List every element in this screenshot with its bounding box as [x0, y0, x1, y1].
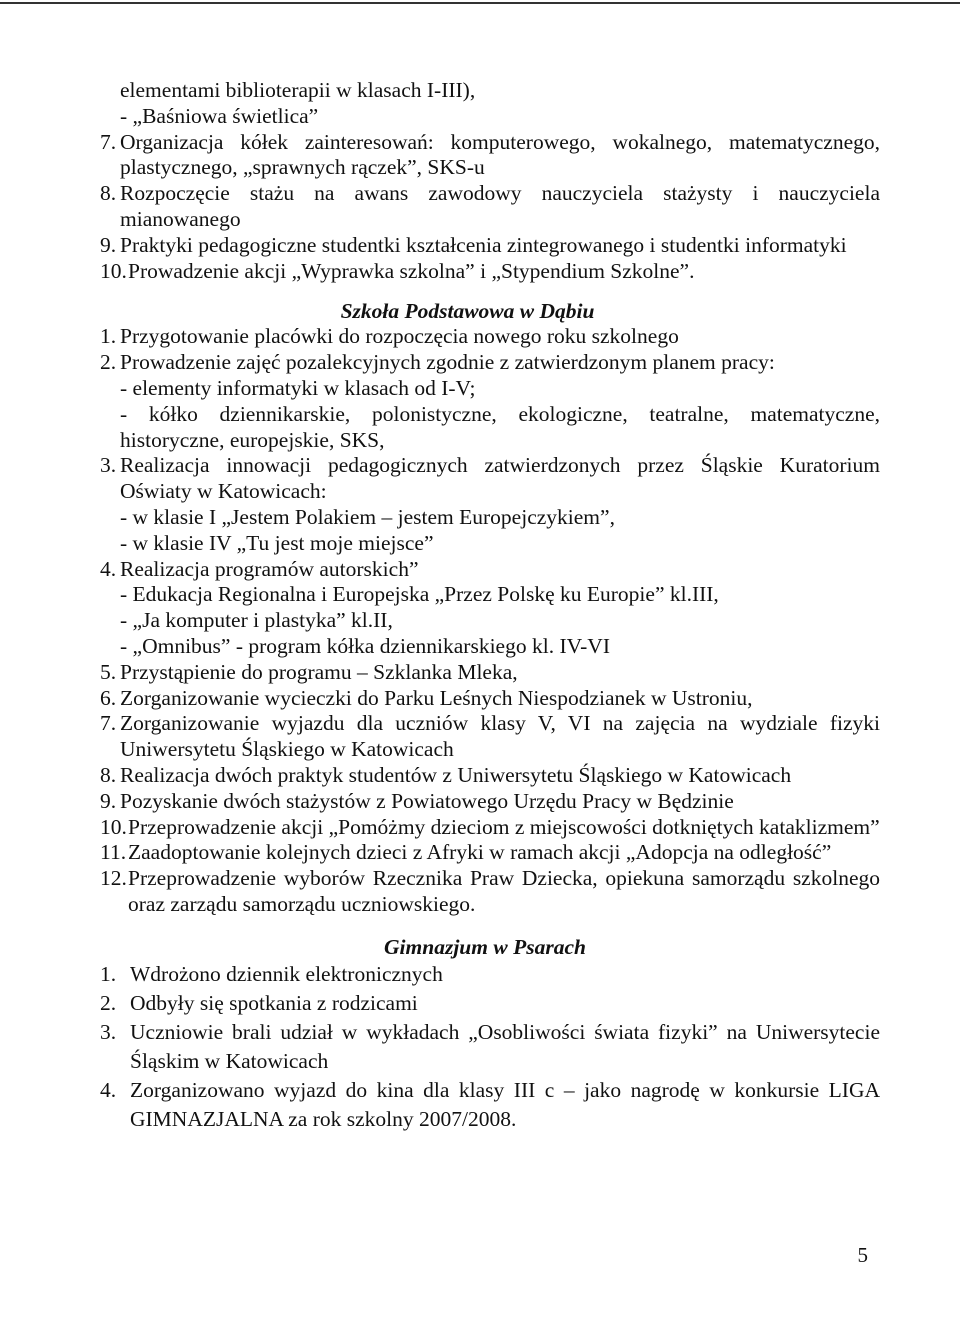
list-subitem: - „Ja komputer i plastyka” kl.II,: [120, 608, 393, 633]
list-item: 12. Przeprowadzenie wyborów Rzecznika Praw Dziecka, opiekuna samorządu szkolnego oraz zarządu samorządu uczniowskiego.: [100, 866, 880, 916]
scan-top-border: [0, 2, 960, 4]
section-heading-psary: Gimnazjum w Psarach: [384, 934, 586, 959]
document-page: [100, 78, 880, 1134]
list-item: 8. Rozpoczęcie stażu na awans zawodowy nauczyciela stażysty i nauczyciela mianowanego: [100, 181, 880, 231]
list-item: 3. Uczniowie brali udział w wykładach „Osobliwości świata fizyki” na Uniwersytecie Śląskim w Katowicach: [100, 1019, 880, 1073]
list-subitem: - w klasie I „Jestem Polakiem – jestem Europejczykiem”,: [120, 504, 615, 529]
list-item: 11. Zaadoptowanie kolejnych dzieci z Afryki w ramach akcji „Adopcja na odległość”: [100, 840, 832, 865]
section-psary-list: [100, 960, 880, 1134]
list-item: 1. Przygotowanie placówki do rozpoczęcia nowego roku szkolnego: [100, 324, 679, 349]
list-item: 4. Realizacja programów autorskich”: [100, 556, 419, 581]
list-item: 8. Realizacja dwóch praktyk studentów z Uniwersytetu Śląskiego w Katowicach: [100, 762, 792, 787]
continuation-line: elementami biblioterapii w klasach I-III),: [120, 78, 476, 102]
list-item: 7. Organizacja kółek zainteresowań: komputerowego, wokalnego, matematycznego, plastycznego, „sprawnych rączek”, SKS-u: [100, 129, 880, 180]
list-subitem: - w klasie IV „Tu jest moje miejsce”: [120, 530, 434, 555]
list-subitem: - Edukacja Regionalna i Europejska „Przez Polskę ku Europie” kl.III,: [120, 582, 719, 607]
list-item: 9. Pozyskanie dwóch stażystów z Powiatowego Urzędu Pracy w Będzinie: [100, 788, 734, 813]
list-item: 3. Realizacja innowacji pedagogicznych zatwierdzonych przez Śląskie Kuratorium Oświaty w Katowicach:: [100, 453, 880, 504]
section-dabie-list: [100, 324, 880, 917]
list-item: 9. Praktyki pedagogiczne studentki kształcenia zintegrowanego i studentki informatyki: [100, 232, 847, 257]
list-item: 10. Przeprowadzenie akcji „Pomóżmy dzieciom z miejscowości dotkniętych kataklizmem”: [100, 814, 880, 839]
list-subitem: - kółko dziennikarskie, polonistyczne, ekologiczne, teatralne, matematyczne, historyczne, europejskie, SKS,: [120, 401, 880, 452]
section-heading-dabie: Szkoła Podstawowa w Dąbiu: [340, 299, 595, 324]
list-subitem: - elementy informatyki w klasach od I-V;: [120, 375, 476, 400]
list-item: 4. Zorganizowano wyjazd do kina dla klasy III c – jako nagrodę w konkursie LIGA GIMNAZJALNA za rok szkolny 2007/2008.: [100, 1077, 880, 1131]
list-subitem: - „Omnibus” - program kółka dziennikarskiego kl. IV-VI: [120, 633, 610, 658]
list-item: 5. Przystąpienie do programu – Szklanka Mleka,: [100, 659, 518, 684]
list-item: 2. Prowadzenie zajęć pozalekcyjnych zgodnie z zatwierdzonym planem pracy:: [100, 350, 775, 375]
list-item: 7. Zorganizowanie wyjazdu dla uczniów klasy V, VI na zajęcia na wydziale fizyki Uniwersytetu Śląskiego w Katowicach: [100, 711, 880, 762]
page-number: 5: [857, 1243, 868, 1267]
list-item: 1. Wdrożono dziennik elektronicznych: [100, 961, 443, 986]
list-item: 2. Odbyły się spotkania z rodzicami: [100, 990, 418, 1015]
list-item: 6. Zorganizowanie wycieczki do Parku Leśnych Niespodzianek w Ustroniu,: [100, 685, 753, 710]
list-item: 10. Prowadzenie akcji „Wyprawka szkolna” i „Stypendium Szkolne”.: [100, 258, 695, 283]
continuation-line: - „Baśniowa świetlica”: [120, 103, 319, 128]
